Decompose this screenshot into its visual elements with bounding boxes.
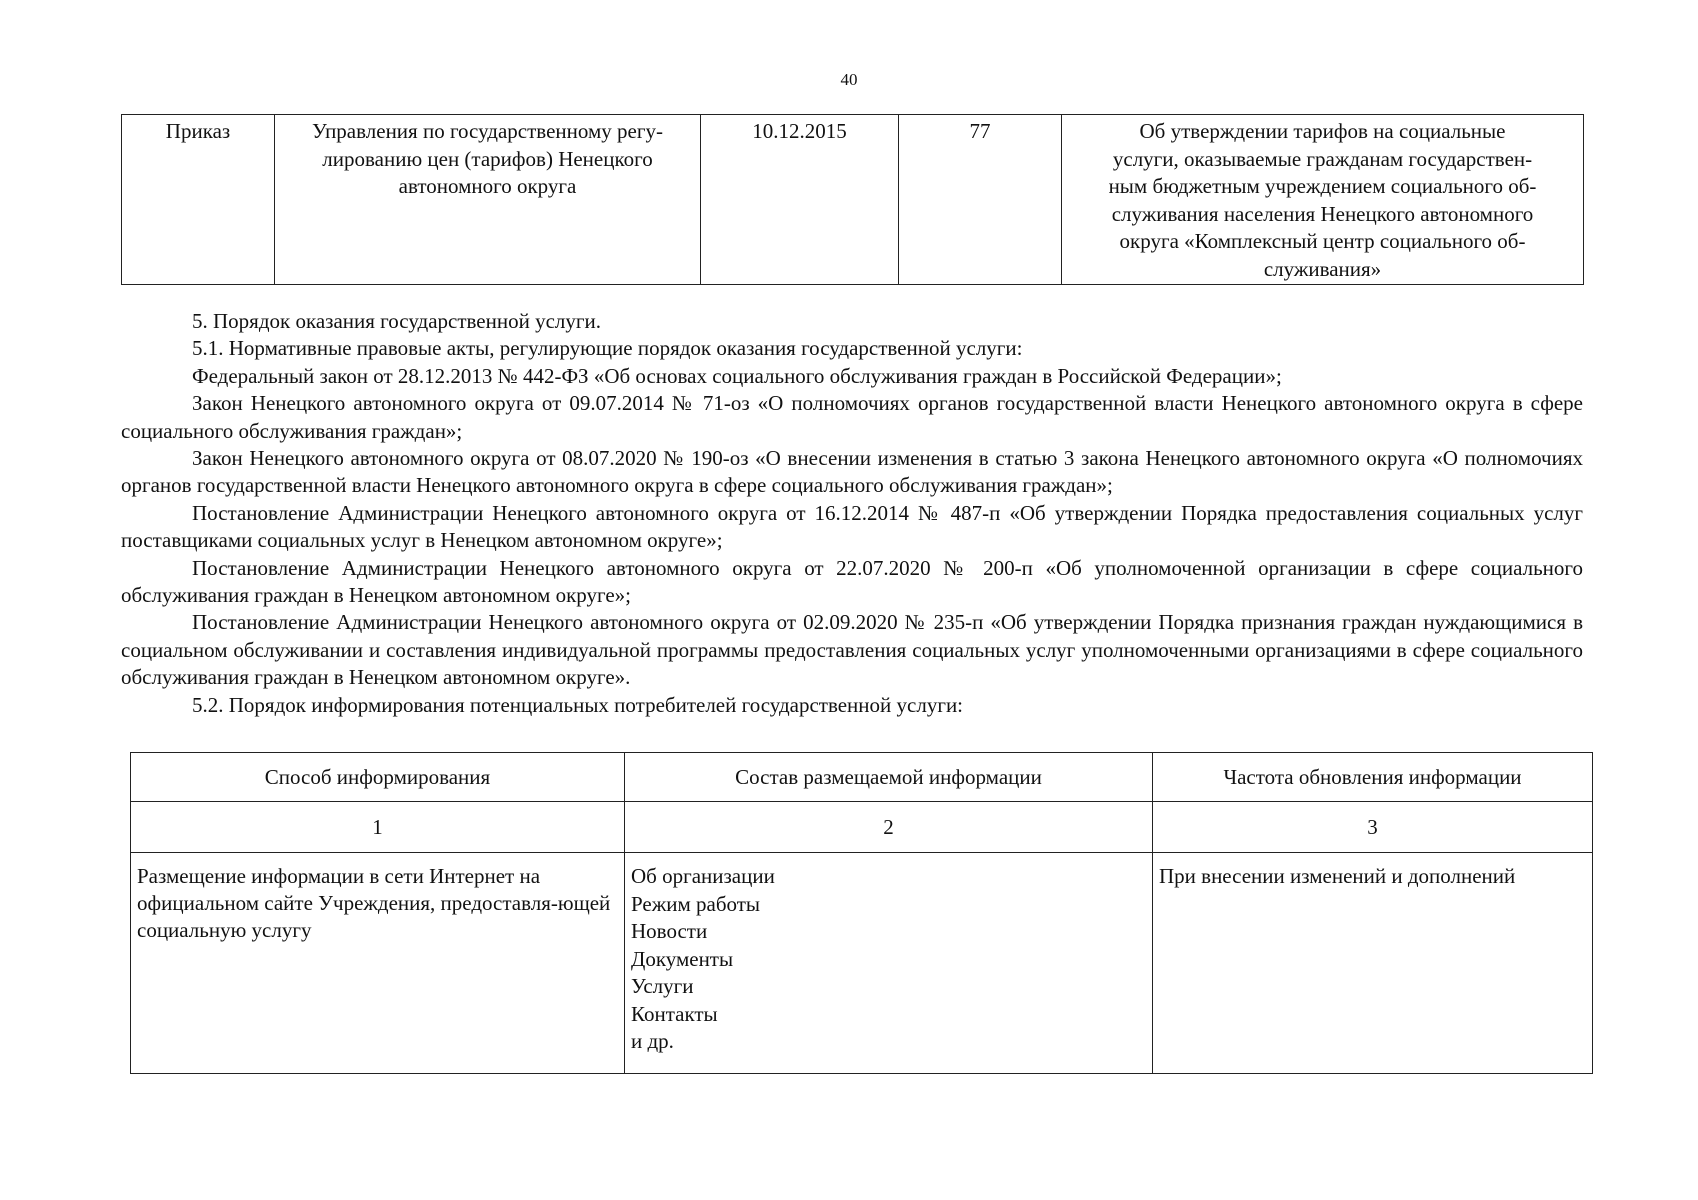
act-authority xyxy=(281,118,694,201)
act-title-line: услуги, оказываемые гражданам государствен- xyxy=(1112,146,1533,171)
act-title-line: Об утверждении тарифов на социальные xyxy=(1139,119,1506,143)
legal-act-paragraph: Постановление Администрации Ненецкого автономного округа от 16.12.2014 № 487-п «Об утверждении Порядка предоставления социальных услуг поставщиками социальных услуг в Ненецком автономном округе»; xyxy=(121,500,1583,553)
list-item: Документы xyxy=(631,946,734,971)
act-authority-line: Управления по государственному регу- xyxy=(312,119,663,143)
informing-method: Размещение информации в сети Интернет на официальном сайте Учреждения, предоставля-ющей социальную услугу xyxy=(131,853,625,1074)
subsection-heading: 5.2. Порядок информирования потенциальных потребителей государственной услуги: xyxy=(192,692,964,717)
act-date: 10.12.2015 xyxy=(752,119,847,143)
column-number: 3 xyxy=(1153,802,1593,853)
act-type: Приказ xyxy=(165,119,231,143)
act-title-line: округа «Комплексный центр социального об- xyxy=(1119,229,1526,253)
legal-act-paragraph: Федеральный закон от 28.12.2013 № 442-ФЗ «Об основах социального обслуживания граждан в Российской Федерации»; xyxy=(192,363,1282,388)
act-title-line: служивания населения Ненецкого автономного xyxy=(1111,201,1534,226)
list-item: Контакты xyxy=(631,1001,718,1026)
section-heading: 5. Порядок оказания государственной услуги. xyxy=(192,309,601,333)
act-authority-line: лированию цен (тарифов) Ненецкого xyxy=(322,146,653,171)
table-header-row xyxy=(131,753,1593,802)
table-row xyxy=(122,115,1584,285)
informing-table xyxy=(130,752,1593,1074)
list-item: Режим работы xyxy=(631,891,761,916)
column-header: Способ информирования xyxy=(131,753,625,802)
column-header: Состав размещаемой информации xyxy=(625,753,1153,802)
subsection-heading: 5.1. Нормативные правовые акты, регулирующие порядок оказания государственной услуги: xyxy=(192,336,1023,361)
column-header: Частота обновления информации xyxy=(1153,753,1593,802)
list-item: Новости xyxy=(631,919,708,943)
act-authority-line: автономного округа xyxy=(398,174,577,198)
legal-act-paragraph: Закон Ненецкого автономного округа от 08.07.2020 № 190-оз «О внесении изменения в статью 3 закона Ненецкого автономного округа «О полномочиях органов государственной власти Ненецкого автономного округа в сфере социального обслуживания граждан»; xyxy=(121,446,1583,498)
information-content xyxy=(625,853,1153,1074)
procedure-section xyxy=(121,308,1583,719)
act-date-cell xyxy=(701,115,899,285)
legal-act-paragraph: Закон Ненецкого автономного округа от 09.07.2014 № 71-оз «О полномочиях органов государственной власти Ненецкого автономного округа в сфере социального обслуживания граждан»; xyxy=(121,391,1583,443)
act-number: 77 xyxy=(969,119,991,143)
legal-act-paragraph: Постановление Администрации Ненецкого автономного округа от 22.07.2020 № 200-п «Об уполномоченной организации в сфере социального обслуживания граждан в Ненецком автономном округе»; xyxy=(121,555,1583,608)
list-item: Услуги xyxy=(631,974,694,998)
act-title xyxy=(1068,118,1577,283)
legal-act-paragraph: Постановление Администрации Ненецкого автономного округа от 02.09.2020 № 235-п «Об утверждении Порядка признания граждан нуждающимися в социальном обслуживании и составления индивидуальной программы предоставления социальных услуг уполномоченными организациями в сфере социального обслуживания граждан в Ненецком автономном округе». xyxy=(121,610,1583,690)
page-number: 40 xyxy=(840,70,858,89)
act-title-cell xyxy=(1062,115,1584,285)
act-type-cell xyxy=(122,115,275,285)
act-title-line: ным бюджетным учреждением социального об- xyxy=(1108,174,1537,198)
list-item: и др. xyxy=(631,1029,674,1053)
act-number-cell xyxy=(899,115,1062,285)
list-item: Об организации xyxy=(631,864,775,888)
column-number: 2 xyxy=(625,802,1153,853)
column-number: 1 xyxy=(131,802,625,853)
legal-act-table xyxy=(121,114,1584,285)
update-frequency: При внесении изменений и дополнений xyxy=(1153,853,1593,1074)
column-number-row xyxy=(131,802,1593,853)
table-row xyxy=(131,853,1593,1074)
act-authority-cell xyxy=(275,115,701,285)
act-title-line: служивания» xyxy=(1263,256,1382,281)
